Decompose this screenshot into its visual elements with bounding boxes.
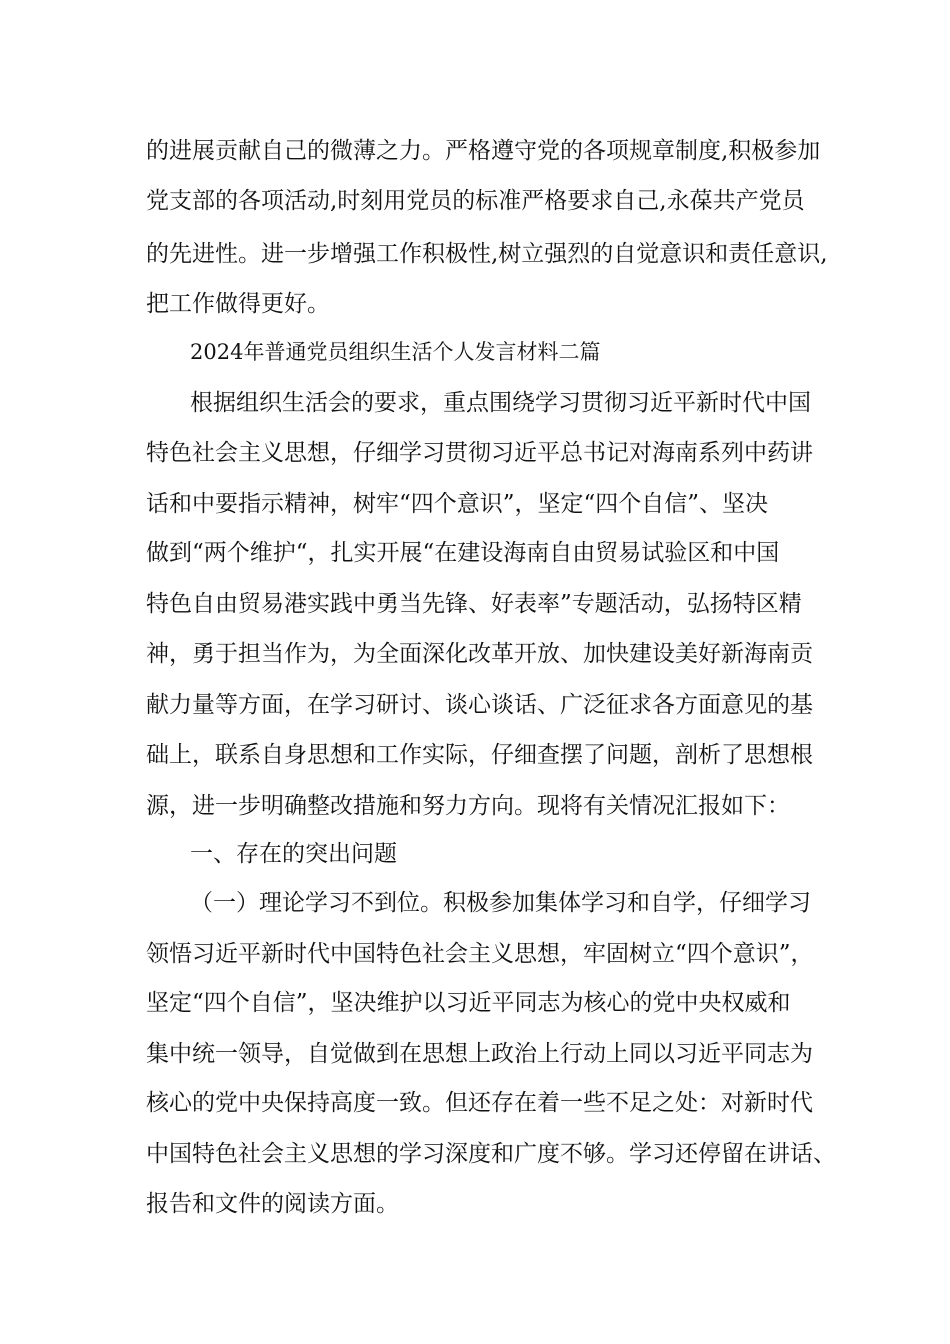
text-line: 神，勇于担当作为，为全面深化改革开放、加快建设美好新海南贡 [146, 641, 813, 667]
text-line: 中国特色社会主义思想的学习深度和广度不够。学习还停留在讲话、 [146, 1141, 836, 1167]
text-line: 话和中要指示精神，树牢“四个意识”，坚定“四个自信”、坚决 [146, 491, 769, 517]
text-line: 源，进一步明确整改措施和努力方向。现将有关情况汇报如下： [146, 793, 790, 819]
section-title: 2024年普通党员组织生活个人发言材料二篇 [190, 340, 601, 364]
text-line: 特色自由贸易港实践中勇当先锋、好表率”专题活动，弘扬特区精 [146, 591, 802, 617]
text-line: 坚定“四个自信”，坚决维护以习近平同志为核心的党中央权威和 [146, 990, 791, 1016]
section-heading: 一、存在的突出问题 [190, 841, 397, 867]
text-line: 核心的党中央保持高度一致。但还存在着一些不足之处：对新时代 [146, 1090, 813, 1116]
text-line: 的进展贡献自己的微薄之力。严格遵守党的各项规章制度,积极参加 [146, 138, 821, 164]
text-line: 党支部的各项活动,时刻用党员的标准严格要求自己,永葆共产党员 [146, 188, 805, 214]
text-line: 础上，联系自身思想和工作实际，仔细查摆了问题，剖析了思想根 [146, 742, 813, 768]
text-line: 的先进性。进一步增强工作积极性,树立强烈的自觉意识和责任意识, [146, 241, 828, 267]
text-line: 集中统一领导，自觉做到在思想上政治上行动上同以习近平同志为 [146, 1041, 813, 1067]
text-line: 根据组织生活会的要求，重点围绕学习贯彻习近平新时代中国 [190, 390, 811, 416]
text-line: 特色社会主义思想，仔细学习贯彻习近平总书记对海南系列中药讲 [146, 440, 813, 466]
text-line: 领悟习近平新时代中国特色社会主义思想，牢固树立“四个意识”， [146, 941, 814, 967]
text-line: 把工作做得更好。 [146, 291, 330, 317]
text-line: 报告和文件的阅读方面。 [146, 1191, 399, 1217]
text-line: （一）理论学习不到位。积极参加集体学习和自学，仔细学习 [190, 890, 811, 916]
text-line: 献力量等方面，在学习研讨、谈心谈话、广泛征求各方面意见的基 [146, 692, 813, 718]
text-line: 做到“两个维护“，扎实开展“在建设海南自由贸易试验区和中国 [146, 540, 780, 566]
